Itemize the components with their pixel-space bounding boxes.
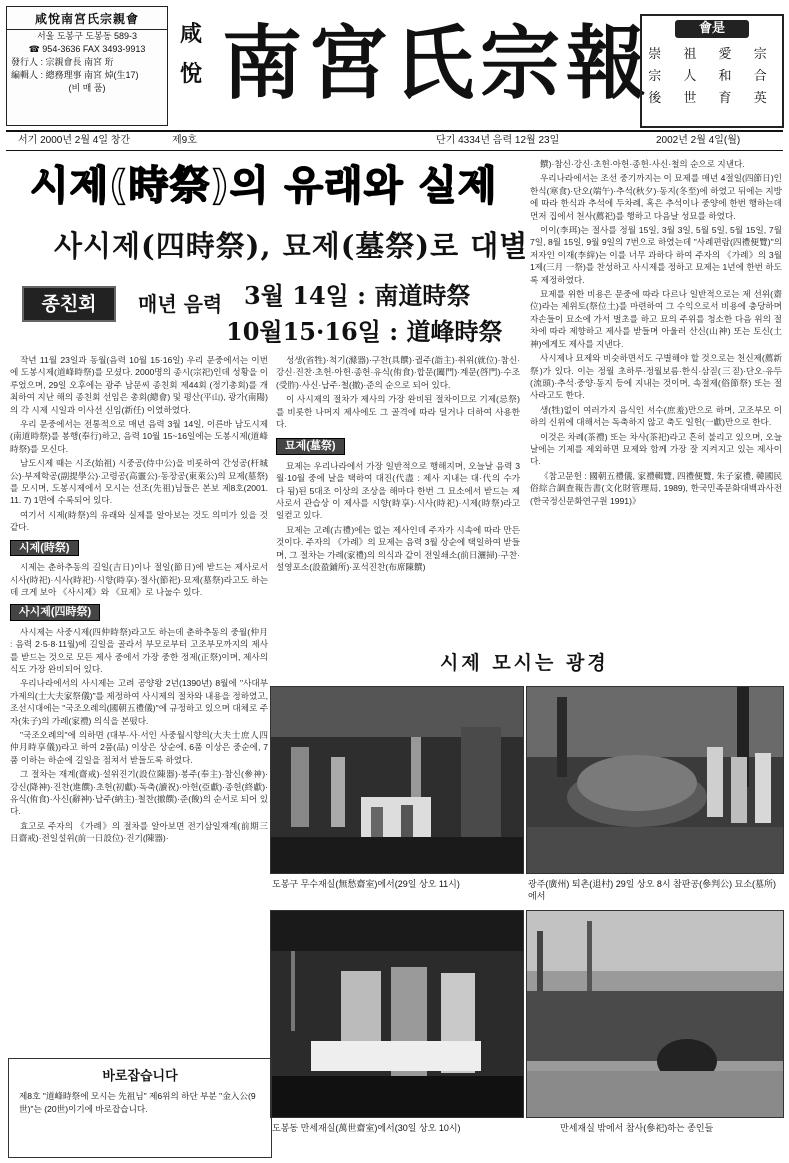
paragraph: 묘제를 위한 비용은 문중에 따라 다르나 일반적으로는 제 선위(齋位)라는 제위토(祭位土)를 마련하여 그 수익으로서 비용에 충당하며 자손들이 묘소에 가서 벌초를 하고 묘의 주위를 청소한 다음 위의 절차에 따라 제향하고 제사를 받들며 아울러 산신(山神) 또는 토신(土神)에게도 제사를 지낸다. xyxy=(530,289,782,349)
schedule-dobong: 10월15·16일 : 道峰時祭 xyxy=(226,317,503,346)
paragraph: 성생(省牲)·척기(滌器)·구찬(具饌)·궐주(詣主)·취위(就位)·참신·강신·진찬·초헌·아헌·종헌·유식(侑食)·합문(闔門)·계문(啓門)·수조(受胙)·사신·납주·철(撤)·준의 순으로 되어 있다. xyxy=(276,355,520,390)
paragraph: "국조오례의"에 의하면 (대부·사·서인 사중월시향의(大夫士庶人四仲月時享儀))라고 하여 2품(品) 이상은 상순에, 6품 이상은 중순에, 7품 이하는 하순에 길일을 점쳐서 받들도록 하였다. xyxy=(10,729,268,765)
lunar-date: 단기 4334년 음력 12월 23일 xyxy=(436,135,560,146)
section-heading: 사시제(四時祭) xyxy=(10,604,100,620)
paragraph: 생(牲)없이 여러가지 음식인 서수(庶羞)만으로 하며, 고조부모 이하의 신위에 대해서는 독축하지 않고 축도 일헌(一獻)만으로 한다. xyxy=(530,404,782,428)
paragraph: 여기서 시제(時祭)의 유래와 실제를 알아보는 것도 의미가 있을 것 같다. xyxy=(10,509,268,533)
publisher-editor: 編輯人 : 總務理事 南宮 焯(生17) xyxy=(11,70,139,80)
correction-text: 제8호 "道峰時祭에 모시는 先祖님" 제6위의 하단 부분 "金入公(9世)"는 (20世)이기에 바로잡습니다. xyxy=(19,1091,256,1114)
sub-headline: 사시제(四時祭), 묘제(墓祭)로 대별 xyxy=(54,229,529,263)
photo-ceremony-manse xyxy=(270,910,524,1118)
motto-row: 宗 人 和 合 xyxy=(648,69,776,84)
paragraph: 묘제는 고례(古禮)에는 없는 제사인데 주자가 시속에 따라 만든 것이다. 주자의 《가례》의 묘제는 음력 3월 상순에 택일하여 받들며, 그 절차는 가례(家禮)의 의식과 같이 전일쇄소(前日灑掃)·구찬·설영포소(設盈鋪所)·포석진찬(布席陳饌) xyxy=(276,524,520,573)
photo-ceremony-gwangju xyxy=(526,686,784,874)
masthead-hamyeol: 咸悅 xyxy=(180,21,203,87)
publisher-phone: ☎ 954-3636 FAX 3493-9913 xyxy=(28,44,146,54)
paragraph: 그 절차는 재계(齋戒)·설위진기(設位陳器)·봉주(奉主)·참신(參神)·강신(降神)·진찬(進饌)·초헌(初獻)·독축(讀祝)·아헌(亞獻)·종헌(終獻)·유식(侑食)·사신(辭神)·납주(納主)·철찬(撤饌)·준(餕)의 순서로 되어 있다. xyxy=(10,769,268,817)
article-column-1 xyxy=(10,354,268,847)
paragraph: 사시제나 묘제와 비슷하면서도 구별해야 할 것으로는 천신제(薦新祭)가 있다. 이는 정월 초하루·정월보름·한식·삼짇(三짇)·단오·유두(流頭)·추석·중양·동지 등에 지내는 것이며, 속절제(俗節祭) 또는 절사라고도 한다. xyxy=(530,353,782,401)
publisher-info-box xyxy=(6,6,168,126)
paragraph: 남도시제 때는 시조(始祖) 시중공(侍中公)을 비롯하여 간성공(杆城公)·부제학공(副提學公)·고령공(高靈公)·동장공(東萊公)의 묘제(墓祭)를 모시며, 도봉시제에서 모시는 선조(先祖)님들은 본보 제8호(2001. 11. 7) 1면에 수록되어 있다. xyxy=(10,458,268,506)
date-bar xyxy=(6,130,783,151)
photo-caption: 도봉구 무수재실(無愁齋室)에서(29일 상오 11시) xyxy=(272,879,460,889)
paragraph: 우리 문중에서는 전통적으로 매년 음력 3월 14일, 이른바 남도시제(南道時祭)를 봉행(奉行)하고, 음력 10월 15~16일에는 도봉시제(道峰時祭)를 모신다. xyxy=(10,419,268,454)
paragraph: 작년 11월 23일과 동월(음력 10월 15·16일) 우리 문중에서는 이번에 도봉시제(道峰時祭)를 모셨다. 2000명의 종시(宗祀)인데 성황을 이루었으며, 29일 오후에는 광주 남문씨 종친회 제44회 (정기총회)를 개최하여 지난 해의 종친회 선임은 총회(總會) 및 평산(平山), 광가(南陽)의 각 시제 시일과 이사선 신임(新任) 이였하였다. xyxy=(10,355,268,415)
motto-row: 崇 祖 愛 宗 xyxy=(648,47,776,62)
issue-number: 제9호 xyxy=(172,135,197,146)
photo-ceremony-outside xyxy=(526,910,784,1118)
correction-title: 바로잡습니다 xyxy=(102,1068,178,1083)
photo-caption: 도봉동 만세재실(萬世齋室)에서(30일 상오 10시) xyxy=(272,1123,461,1133)
paragraph: 묘제는 우리나라에서 가장 일반적으로 행해지며, 오늘날 음력 3월·10월 중에 날을 택하여 대진(代盡 : 제사 지내는 대·代의 수가 다 됨)된 5대조 이상의 조상을 해마다 한번 그 묘소에서 받드는 제사로서 관습상 이 제사를 시향(時享)·시사(時祀)·시제(時祭)라고 일컫고 있다. xyxy=(276,460,520,521)
annual-label: 매년 음력 xyxy=(138,292,223,316)
photo-section-title: 시제 모시는 광경 xyxy=(440,652,609,674)
paragraph: 시제는 춘하추동의 길일(吉日)이나 절일(節日)에 받드는 제사로서 시사(時祀)·시사(時祀)·시향(時享)·절사(節祀)·묘제(墓祭)라고도 하는데 크게 보아 《사시제》와 《묘제》로 나눌수 있다. xyxy=(10,562,268,597)
paragraph: 효고로 주자의 《가례》의 절차를 알아보면 전기삼일재계(前期三日齋戒)·전일설위(前一日設位)·진기(陳器)· xyxy=(10,820,268,844)
schedule-south: 3월 14일 : 南道時祭 xyxy=(244,281,471,310)
motto-box xyxy=(640,14,784,128)
paragraph: 사시제는 사중시제(四仲時祭)라고도 하는데 춘하추동의 중월(仲月 : 음력 2·5·8·11월)에 길일을 골라서 부모로부터 고조부모까지의 제사를 받드는 것으로 모든 제사 중에서 가장 중한 정제(正祭)이며, 제사의식도 가장 완비되어 있다. xyxy=(10,626,268,674)
references: 《참고문헌 : 國朝五禮儀, 家禮輯覽, 四禮便覽, 朱子家禮, 韓國民俗綜合調査報告書(文化財管理局, 1989), 한국민족문화대백과사전(한국정신문화연구원 1991)》 xyxy=(530,470,782,506)
photo-caption: 만세재실 밖에서 참사(參祀)하는 종인들 xyxy=(560,1123,714,1133)
paragraph: 이것은 차례(茶禮) 또는 차사(茶祀)라고 흔히 불리고 있으며, 오늘날에는 기제를 제외하면 묘제와 함께 가장 잘 지켜지고 있는 제사이다. xyxy=(530,431,782,467)
article-column-3 xyxy=(530,158,782,509)
issue-date: 2002년 2월 4일(월) xyxy=(656,135,741,146)
publisher-note: (비 매 품) xyxy=(68,83,106,93)
section-heading: 시제(時祭) xyxy=(10,540,79,556)
paragraph: 이 사시제의 절차가 제사의 가장 완비된 절차이므로 기제(忌祭)를 비롯한 나머지 제사에도 그 골격에 따라 덜거나 더하여 사용한다. xyxy=(276,394,520,430)
motto-row: 後 世 育 英 xyxy=(648,91,776,106)
photo-caption: 광주(廣州) 퇴촌(退村) 29일 상오 8시 참판공(參判公) 묘소(墓所)에서 xyxy=(528,879,777,901)
article-column-2 xyxy=(276,354,520,576)
paragraph: 이이(李珥)는 절사를 정월 15일, 3월 3일, 5월 5일, 5월 15일, 7월 7일, 8월 15일, 9월 9일의 7번으로 하였는데 "사례편람(四禮便覽)"의 저자인 이재(李縡)는 이를 너무 과하다 하여 주자의 《가례》의 3월 1제(三月 一祭)를 찬성하고 사시제를 정하고 묘제는 1년에 한번 하도록 제정하였다. xyxy=(530,225,782,285)
publisher-address: 서울 도봉구 도봉동 589-3 xyxy=(36,31,138,41)
section-heading: 묘제(墓祭) xyxy=(276,438,345,454)
paragraph: 饌)·참신·강신·초헌·아헌·종헌·사신·철의 순으로 지낸다. xyxy=(540,159,745,169)
main-headline: 시제(時祭)의 유래와 실제 xyxy=(30,163,498,209)
publisher-name: 咸悅南宮氏宗親會 xyxy=(7,7,167,30)
newspaper-title: 南宮氏宗報 xyxy=(222,16,652,110)
motto-label: 會是 xyxy=(675,20,749,38)
association-label: 종친회 xyxy=(22,286,116,322)
photo-ceremony-musu xyxy=(270,686,524,874)
correction-box xyxy=(8,1058,272,1158)
paragraph: 우리나라에서는 조선 중기까지는 이 묘제를 매년 4절일(四節日)인 한식(寒食)·단오(端午)·추석(秋夕)·동지(冬至)에 하였고 뒤에는 지방에 따라 한식과 추석에 두차례, 혹은 추석이나 중양에 한번 행하는데 먼저 집에서 천사(薦祀)를 행하고 다음날 성묘를 하였다. xyxy=(530,173,782,221)
founded-date: 서기 2000년 2월 4일 창간 xyxy=(18,135,131,146)
publisher-issuer: 發行人 : 宗親會長 南宮 珩 xyxy=(11,57,114,67)
paragraph: 우리나라에서의 사시제는 고려 공양왕 2년(1390년) 8월에 "사대부가제의(士大夫家祭儀)"를 제정하여 사시제의 절차와 내용을 정하였고, 조선시대에는 "국조오례의(國朝五禮儀)"에 규정하고 있으며 대체로 주자(朱子)의 가례(家禮) 의식을 본떴다. xyxy=(10,678,268,726)
